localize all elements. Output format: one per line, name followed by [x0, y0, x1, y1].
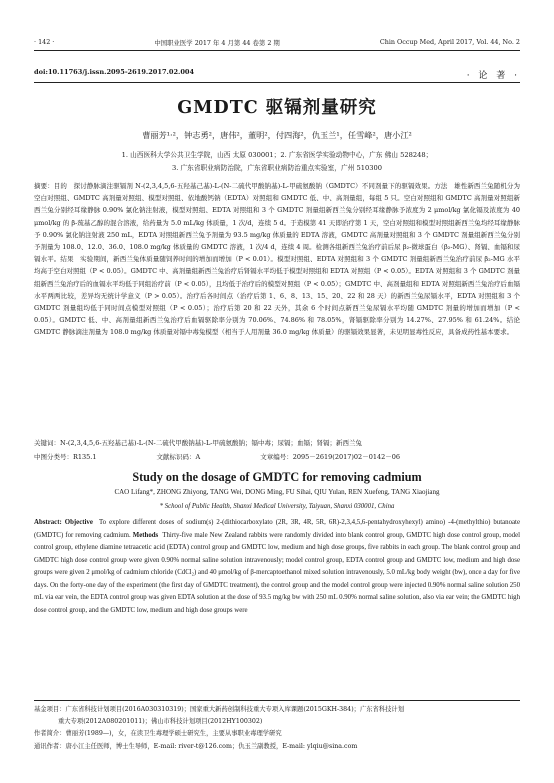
doi-rule	[34, 82, 520, 83]
abstract-cn-label: 摘要：目的	[34, 182, 67, 190]
running-head	[34, 38, 520, 47]
section-tag: · 论 著 ·	[466, 71, 520, 81]
footnote-contact: 通讯作者：唐小江主任医师，博士生导师，E-mail: river-t@126.com；仇玉兰副教授，E-mail: ylqiu@sina.com	[34, 742, 358, 750]
footnote-fund-1: 基金项目：广东省科技计划项目(2016A030310319)；国家重大新药创制科技重大专项入库课题(2015GKH-384)；广东省科技计划	[34, 706, 405, 713]
footnote-rule	[34, 700, 520, 701]
abstract-en-methods-label: Methods	[132, 531, 159, 539]
title-en: Study on the dosage of GMDTC for removing cadmium	[132, 470, 422, 484]
abstract-en-label: Abstract: Objective	[34, 519, 93, 526]
doi-line	[34, 68, 520, 81]
page-number: · 142 ·	[34, 38, 55, 46]
article-number: 文章编号：2095－2619(2017)02－0142－06	[260, 453, 401, 461]
affiliation-en: * School of Public Health, Shanxi Medical University, Taiyuan, Shanxi 030001, China	[159, 503, 395, 510]
abstract-en	[34, 517, 520, 617]
abstract-en-objective: To explore different doses of sodium(s) 2-(dithiocarboxylato (2R, 3R, 4R, 5R, 6R)-2,3,4,5,6-pentahydroxyhexyl) amino) -4-(methylthio) butanoate (GMDTC) for removing cadmium.	[34, 519, 520, 539]
footnote-author-bio: 作者简介：曹丽芳(1989—)，女，在读卫生毒理学硕士研究生，主要从事职业毒理学研究	[34, 730, 282, 738]
affiliation-cn-1: 1. 山西医科大学公共卫生学院，山西 太原 030001；2. 广东省医学实验动物中心，广东 佛山 528248；	[121, 151, 433, 159]
clc-number: 中图分类号：R135.1	[34, 453, 97, 461]
footnote-fund-2: 重大专项(2012A080201011)；佛山市科技计划项目(2012HY100302)	[58, 718, 263, 726]
classification-cn	[34, 452, 520, 461]
doi: doi:10.11763/j.issn.2095-2619.2017.02.004	[34, 68, 195, 76]
abstract-cn-text: 探讨静脉滴注驱镉剂 N-(2,3,4,5,6-五羟基己基)-L-(N-二硫代甲酸钠基)-L-甲硫氨酸钠（GMDTC）不同剂量下的驱镉效果。方法 雄性新西兰兔随机分为空白对照组、GMDTC 高剂量对照组、模型对照组、依地酸钙钠（EDTA）对照组和 GMDTC 低、中、高剂量组，每组 5 只。空白对照组和 GMDTC 高剂量对照组新西兰兔分别经耳缘静脉 0.90% 氯化钠注射液，模型对照组、EDTA 对照组和 3 个 GMDTC 剂量组新西兰兔分别经耳缘静脉予浓度为 2 μmol/kg 氯化镉及浓度为 40 μmol/kg 的 β-巯基乙醇的混合溶液，给药量为 5.0 mL/kg 体质量，1 次/d，连续 5 d。于造模第 41 天即治疗第 1 天，空白对照组和模型对照组新西兰兔均经耳缘静脉予 0.90% 氯化钠注射液 250 mL，EDTA 对照组新西兰兔予剂量为 93.5 mg/kg 体质量的 EDTA 溶液，GMDTC 高剂量对照组和 3 个 GMDTC 剂量组新西兰兔分别予剂量为 108.0、12.0、36.0、108.0 mg/kg 体质量的 GMDTC 溶液，1 次/4 d，连续 4 周。检测各组新西兰兔治疗前后尿 β₂-微球蛋白（β₂-MG）、肾镉、血镉和尿镉水平。结果 实验期间，新西兰兔体质量随饲养时间的增加而增加（P < 0.01）。模型对照组、EDTA 对照组和 3 个 GMDTC 剂量组新西兰兔治疗前尿 β₂-MG 水平均高于空白对照组（P < 0.05）。GMDTC 中、高剂量组新西兰兔治疗后肾镉水平均低于模型对照组和 EDTA 对照组（P < 0.05）。EDTA 对照组和 3 个 GMDTC 剂量组新西兰兔治疗后的血镉水平均低于同组治疗前（P < 0.05），且均低于治疗后的模型对照组（P < 0.05）；GMDTC 中、高剂量组和 EDTA 对照组新西兰兔治疗后血镉水平两两比较，差异均无统计学意义（P > 0.05）。治疗后各时间点（治疗后第 1、6、8、13、15、20、22 和 28 天）的新西兰兔尿镉水平，EDTA 对照组和 3 个 GMDTC 剂量组均低于同时间点模型对照组（P < 0.05）；治疗后第 20 和 22 天外，其余 6 个时间点新西兰兔尿镉水平均随 GMDTC 剂量的增加而增加（P < 0.05）。GMDTC 低、中、高剂量组新西兰兔治疗后血镉驱除率分别为 70.06%、74.86% 和 78.05%，肾镉驱除率分别为 14.27%、27.95% 和 61.24%。结论 GMDTC 静脉滴注剂量为 108.0 mg/kg 体质量对镉中毒兔模型（相当于人用剂量 36.0 mg/kg 体质量）的驱镉效果显著，未见明显毒性反应，具备成药性基本要求。	[34, 182, 527, 337]
abstract-cn	[34, 180, 527, 339]
authors-cn: 曹丽芳¹·²，钟志勇²，唐伟²，董明²，付四海²，仇玉兰¹，任雪峰²，唐小江²	[142, 130, 412, 140]
title-cn: GMDTC 驱镉剂量研究	[177, 98, 377, 118]
journal-citation-en: Chin Occup Med, April 2017, Vol. 44, No. 2	[379, 38, 520, 46]
header-rule	[34, 50, 520, 51]
keywords-cn: 关键词：N-(2,3,4,5,6-五羟基己基)-L-(N-二硫代甲酸钠基)-L-甲硫氨酸钠；镉中毒；尿镉；血镉；肾镉；新西兰兔	[34, 439, 362, 447]
footnotes	[34, 704, 520, 753]
authors-en: CAO Lifang*, ZHONG Zhiyong, TANG Wei, DONG Ming, FU Sihai, QIU Yulan, REN Xuefeng, TANG Xiaojiang	[114, 488, 440, 496]
affiliation-cn-2: 3. 广东省职业病防治院，广东省职业病防治重点实验室，广州 510300	[171, 164, 383, 172]
journal-citation-cn: 中国职业医学 2017 年 4 月第 44 卷第 2 期	[154, 39, 280, 47]
abstract-en-methods: Thirty-five male New Zealand rabbits were randomly divided into blank control group, GMDTC high dose control group, model control group, ethylene diamine tetraacetic acid (EDTA) control group and GMDTC low, medium and high dose groups, five rabbits in each group. The blank control group and GMDTC high dose control group were given 0.90% normal saline solution intravenously; model control group, EDTA control group and GMDTC low, medium and high dose groups were given 2 μmol/kg of cadmium chloride (CdCl₂) and 40 μmol/kg of β-mercaptoethanol mixed solution intravenously, 5.0 mL/kg body weight (bw), once a day for five days. On the forty-one day of the experiment (the first day of GMDTC treatment), the control group and the model control group were injected 0.90% normal saline solution 250 mL via ear vein, the EDTA control group was given EDTA solution at the dose of 93.5 mg/kg bw with 250 mL 0.90% normal saline solution, also via ear vein; the GMDTC high dose control group, and the GMDTC low, medium and high dose groups were	[34, 531, 521, 614]
document-code: 文献标识码：A	[156, 453, 201, 461]
